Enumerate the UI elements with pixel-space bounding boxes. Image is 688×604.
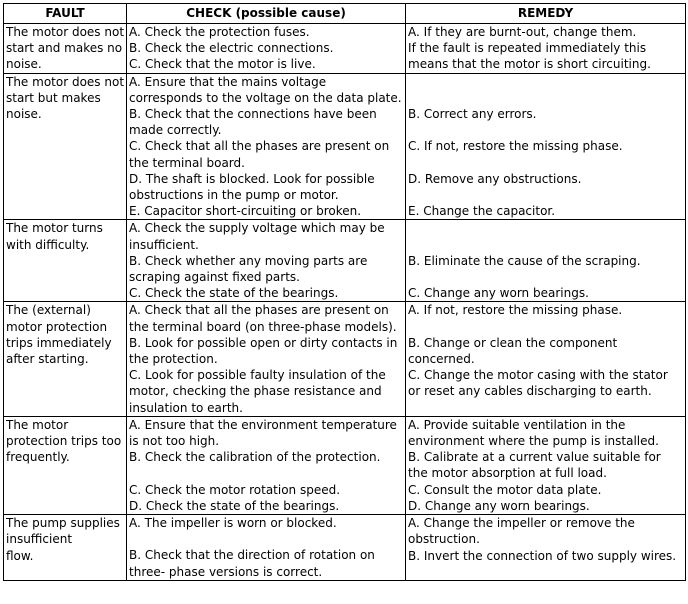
check-line: is not too high.	[129, 434, 220, 449]
check-line: B. Check the calibration of the protection.	[129, 450, 381, 465]
remedy-line: A. Change the impeller or remove the	[408, 516, 635, 531]
check-line: A. Ensure that the environment temperature	[129, 417, 397, 432]
check-cell	[127, 24, 406, 74]
check-line: three- phase versions is correct.	[129, 564, 323, 579]
remedy-cell	[406, 24, 686, 74]
check-line: B. Check that the connections have been	[129, 107, 377, 122]
check-line: C. Check that all the phases are present on	[129, 139, 390, 154]
remedy-line: C. Change any worn bearings.	[408, 286, 589, 301]
remedy-cell	[406, 416, 686, 514]
check-line: motor, checking the phase resistance and	[129, 384, 382, 399]
fault-line: flow.	[6, 548, 34, 563]
fault-line: The pump supplies	[6, 516, 120, 531]
fault-line: motor protection	[6, 319, 108, 334]
remedy-line: means that the motor is short circuiting.	[408, 57, 651, 72]
fault-line: The motor turns	[6, 221, 103, 236]
remedy-line: If the fault is repeated immediately this	[408, 41, 647, 56]
fault-line: noise.	[6, 57, 42, 72]
check-line: the terminal board.	[129, 155, 245, 170]
check-line: B. Check that the direction of rotation on	[129, 548, 375, 563]
check-line: the protection.	[129, 352, 218, 367]
fault-line: start but makes	[6, 90, 101, 105]
check-line: scraping against fixed parts.	[129, 270, 300, 285]
remedy-line: C. Change the motor casing with the stator	[408, 368, 668, 383]
fault-cell	[4, 24, 127, 74]
check-line: insufficient.	[129, 237, 199, 252]
header-remedy: REMEDY	[406, 4, 686, 24]
table-row	[4, 73, 686, 220]
remedy-line: A. If they are burnt-out, change them.	[408, 25, 637, 39]
remedy-line: B. Correct any errors.	[408, 106, 537, 121]
check-line: corresponds to the voltage on the data plate.	[129, 90, 402, 105]
remedy-line: C. Consult the motor data plate.	[408, 482, 602, 497]
fault-line: The (external)	[6, 303, 91, 318]
table-row	[4, 220, 686, 302]
fault-line: noise.	[6, 107, 42, 122]
check-line: A. The impeller is worn or blocked.	[129, 516, 337, 531]
check-line: D. The shaft is blocked. Look for possible	[129, 171, 375, 186]
remedy-line: the motor absorption at full load.	[408, 466, 607, 481]
check-line: B. Check whether any moving parts are	[129, 253, 368, 268]
check-line: A. Ensure that the mains voltage	[129, 74, 327, 89]
troubleshooting-table	[3, 3, 686, 581]
check-cell	[127, 416, 406, 514]
remedy-line: C. If not, restore the missing phase.	[408, 139, 623, 154]
check-line: D. Check the state of the bearings.	[129, 498, 340, 513]
header-row	[4, 4, 686, 24]
header-fault: FAULT	[4, 4, 127, 24]
fault-line: The motor	[6, 417, 69, 432]
remedy-line: B. Invert the connection of two supply wires.	[408, 548, 677, 563]
fault-cell	[4, 73, 127, 220]
check-line: C. Look for possible faulty insulation of the	[129, 368, 386, 383]
check-line: insulation to earth.	[129, 400, 243, 415]
remedy-cell	[406, 220, 686, 302]
check-line: C. Check that the motor is live.	[129, 57, 316, 72]
check-line: E. Capacitor short-circuiting or broken.	[129, 204, 362, 219]
check-line: B. Look for possible open or dirty contacts in	[129, 335, 398, 350]
remedy-line: B. Eliminate the cause of the scraping.	[408, 253, 641, 268]
fault-cell	[4, 416, 127, 514]
remedy-line: D. Remove any obstructions.	[408, 171, 582, 186]
fault-cell	[4, 515, 127, 581]
fault-line: frequently.	[6, 450, 70, 465]
remedy-cell	[406, 302, 686, 416]
check-cell	[127, 73, 406, 220]
fault-line: start and makes no	[6, 41, 123, 56]
remedy-line: environment where the pump is installed.	[408, 434, 659, 449]
fault-line: after starting.	[6, 352, 89, 367]
remedy-line: B. Change or clean the component	[408, 335, 618, 350]
check-line: obstructions in the pump or motor.	[129, 188, 339, 203]
fault-line: insufficient	[6, 532, 73, 547]
check-line: C. Check the motor rotation speed.	[129, 482, 341, 497]
remedy-cell	[406, 515, 686, 581]
remedy-line: D. Change any worn bearings.	[408, 498, 590, 513]
fault-line: with difficulty.	[6, 237, 90, 252]
fault-cell	[4, 220, 127, 302]
check-line: B. Check the electric connections.	[129, 41, 334, 56]
remedy-line: B. Calibrate at a current value suitable for	[408, 450, 661, 465]
check-line: A. Check the supply voltage which may be	[129, 221, 385, 236]
check-line: the terminal board (on three-phase models).	[129, 319, 397, 334]
remedy-line: obstruction.	[408, 532, 480, 547]
check-cell	[127, 220, 406, 302]
fault-line: protection trips too	[6, 434, 122, 449]
table-row	[4, 515, 686, 581]
fault-line: trips immediately	[6, 335, 112, 350]
remedy-cell	[406, 73, 686, 220]
fault-line: The motor does not	[6, 25, 125, 39]
table-row	[4, 302, 686, 416]
remedy-line: A. If not, restore the missing phase.	[408, 303, 623, 318]
check-cell	[127, 515, 406, 581]
remedy-line: E. Change the capacitor.	[408, 204, 556, 219]
check-line: C. Check the state of the bearings.	[129, 286, 339, 301]
check-line: A. Check that all the phases are present on	[129, 303, 389, 318]
table-row	[4, 416, 686, 514]
remedy-line: or reset any cables discharging to earth.	[408, 384, 652, 399]
fault-cell	[4, 302, 127, 416]
table-row	[4, 24, 686, 74]
remedy-line: A. Provide suitable ventilation in the	[408, 417, 626, 432]
fault-line: The motor does not	[6, 74, 125, 89]
check-line: A. Check the protection fuses.	[129, 25, 310, 39]
check-line: made correctly.	[129, 123, 222, 138]
remedy-line: concerned.	[408, 352, 475, 367]
header-check: CHECK (possible cause)	[127, 4, 406, 24]
check-cell	[127, 302, 406, 416]
